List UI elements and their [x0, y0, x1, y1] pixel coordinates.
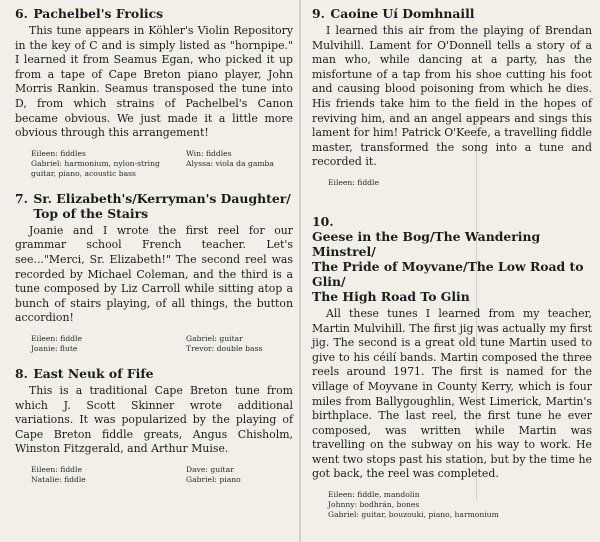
track-10: [312, 214, 592, 520]
track-number: 9.: [312, 6, 325, 21]
credits-left: Eileen: fiddles Gabriel: harmonium, nylon-string guitar, piano, acoustic bass: [31, 148, 160, 178]
track-title-line: Top of the Stairs: [33, 205, 149, 221]
track-title: Pachelbel's Frolics: [33, 6, 164, 21]
track-heading: [15, 6, 293, 21]
track-title-line: Sr. Elizabeth's/Kerryman's Daughter/: [33, 190, 291, 206]
track-credits: [328, 490, 592, 520]
track-description: I learned this air from the playing of Brendan Mulvihill. Lament for O'Donnell tells a story of a man who, while dancing at a party, has the misfortune of a tap from his shoe cutting his foot and causing blood poisoning from which he dies. His friends take him to the field in the hopes of reviving him, and an angel appears and sings this lament for him! Patrick O'Keefe, a travelling fiddle master, transformed the song into a tune and recorded it.: [312, 24, 592, 169]
track-number: 7.: [15, 190, 28, 206]
track-description: Joanie and I wrote the first reel for our grammar school French teacher. Let's see..."Merci, Sr. Elizabeth!" The second reel was recorded by Michael Coleman, and the third is a tune composed by Liz Carroll while sitting atop a bunch of stairs playing, of all things, the button accordion!: [15, 223, 293, 325]
booklet-fold: [299, 0, 301, 542]
track-title: Caoine Uí Domhnaill: [330, 6, 475, 21]
track-credits: [31, 149, 293, 179]
track-7: [15, 191, 293, 354]
track-heading: [312, 214, 592, 304]
track-description: This tune appears in Köhler's Violin Repository in the key of C and is simply listed as "hornpipe." I learned it from Seamus Egan, who picked it up from a tape of Cape Breton piano player, John Morris Rankin. Seamus transposed the tune into D, from which strains of Pachelbel's Canon became obvious. We just made it a little more obvious through this arrangement!: [15, 24, 293, 140]
track-title-line: The Pride of Moyvane/The Low Road to Glin/: [312, 258, 584, 289]
track-heading: [15, 366, 293, 381]
track-credits: [31, 334, 293, 354]
track-6: [15, 6, 293, 179]
right-column: [312, 6, 592, 532]
credits-right: Gabriel: guitar Trevor: double bass: [186, 333, 263, 353]
track-title: [33, 191, 290, 221]
track-credits: [31, 465, 293, 485]
track-title-line: Geese in the Bog/The Wandering Minstrel/: [312, 228, 541, 259]
credits-left: Eileen: fiddle Joanie: flute: [31, 333, 82, 353]
credits-left: Eileen: fiddle: [328, 177, 379, 187]
left-column: [15, 6, 293, 497]
track-heading: [15, 191, 293, 221]
track-title-line: The High Road To Glin: [312, 288, 470, 304]
track-number: 10.: [312, 213, 334, 229]
credits-left: Eileen: fiddle, mandolin Johnny: bodhrán, bones Gabriel: guitar, bouzouki, piano, harmonium: [328, 490, 499, 520]
track-heading: [312, 6, 592, 21]
track-title: East Neuk of Fife: [33, 365, 154, 381]
track-9: [312, 6, 592, 188]
track-number: 6.: [15, 6, 28, 21]
track-8: [15, 366, 293, 485]
credits-right: Win: fiddles Alyssa: viola da gamba: [186, 148, 274, 168]
track-number: 8.: [15, 365, 28, 381]
track-title: [312, 229, 592, 304]
track-description: All these tunes I learned from my teacher, Martin Mulvihill. The first jig was actually my first jig. The second is a great old tune Martin used to give to his céilí bands. Martin composed the three reels around 1971. The first is named for the village of Moyvane in County Kerry, which is four miles from Ballygoughlin, West Limerick, Martin's birthplace. The last reel, the first tune he ever composed, was written while Martin was travelling on the subway on his way to work. He went two stops past his station, but by the time he got back, the reel was completed.: [312, 306, 592, 481]
credits-left: Eileen: fiddle Natalie: fiddle: [31, 464, 86, 484]
credits-right: Dave: guitar Gabriel: piano: [186, 464, 241, 484]
track-credits: [328, 178, 592, 188]
track-description: This is a traditional Cape Breton tune from which J. Scott Skinner wrote additional variations. It was popularized by the playing of Cape Breton fiddle greats, Angus Chisholm, Winston Fitzgerald, and Arthur Muise.: [15, 383, 293, 456]
